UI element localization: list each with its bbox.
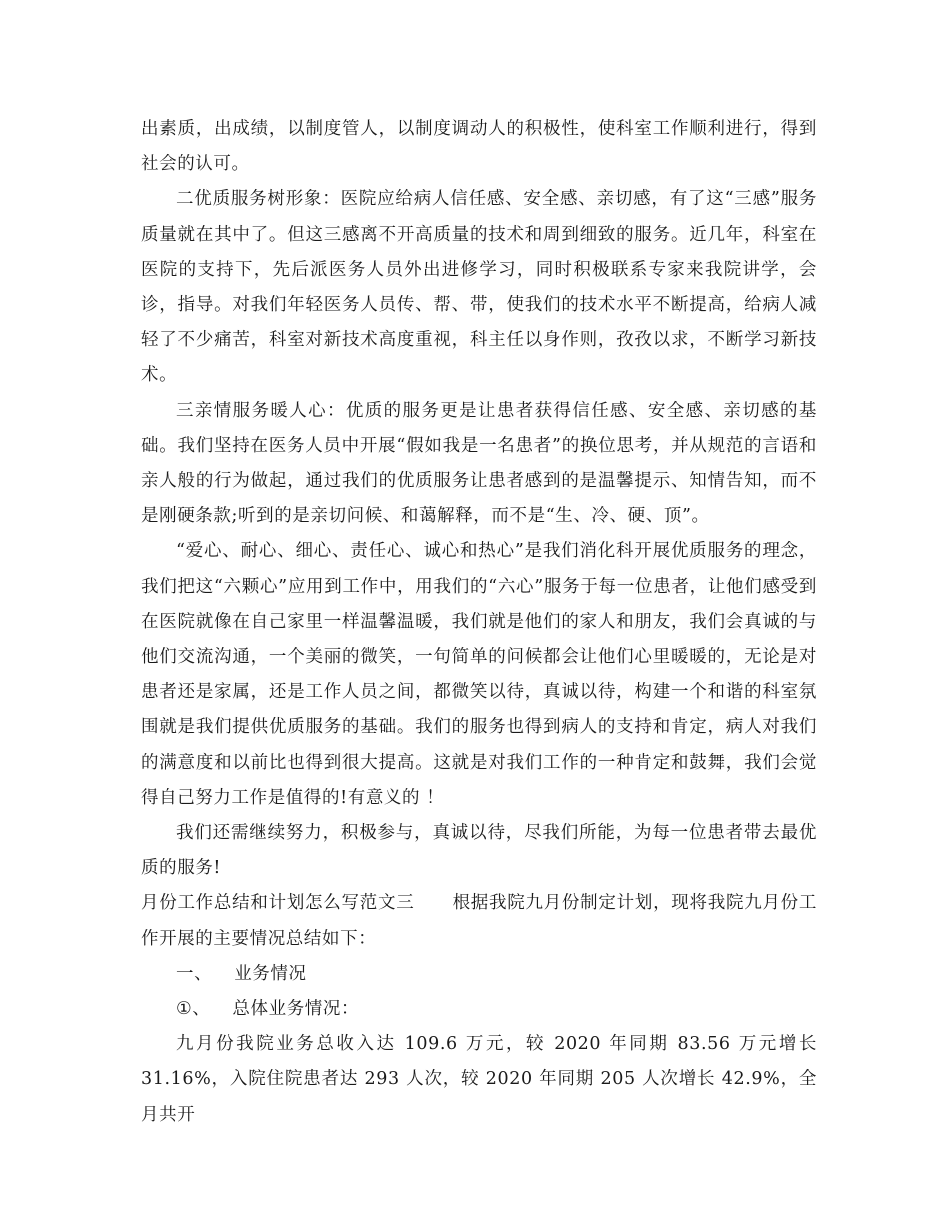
- list-item-label: 总体业务情况：: [232, 999, 360, 1020]
- list-marker: 一、: [176, 963, 213, 984]
- paragraph-continuation: 出素质，出成绩，以制度管人，以制度调动人的积极性，使科室工作顺利进行，得到社会的认可。: [141, 119, 817, 175]
- paragraph-six-hearts: “爱心、耐心、细心、责任心、诚心和热心”是我们消化科开展优质服务的理念，我们把这“六颗心”应用到工作中，用我们的“六心”服务于每一位患者，让他们感受到在医院就像在自己家里一样温馨温暖，我们就是他们的家人和朋友，我们会真诚的与他们交流沟通，一个美丽的微笑，一句简单的问候都会让他们心里暖暖的，无论是对患者还是家属，还是工作人员之间，都微笑以待，真诚以待，构建一个和谐的科室氛围就是我们提供优质服务的基础。我们的服务也得到病人的支持和肯定，病人对我们的满意度和以前比也得到很大提高。这就是对我们工作的一种肯定和鼓舞，我们会觉得自己努力工作是值得的!有意义的 ！: [141, 541, 817, 808]
- list-marker: ①、: [176, 999, 211, 1020]
- section-title: 月份工作总结和计划怎么写范文三: [141, 893, 415, 914]
- paragraph-quality-service: 二优质服务树形象：医院应给病人信任感、安全感、亲切感，有了这“三感”服务质量就在其中了。但这三感离不开高质量的技术和周到细致的服务。近几年，科室在医院的支持下，先后派医务人员外出进修学习，同时积极联系专家来我院讲学，会诊，指导。对我们年轻医务人员传、帮、带，使我们的技术水平不断提高，给病人减轻了不少痛苦，科室对新技术高度重视，科主任以身作则，孜孜以求，不断学习新技术。: [141, 189, 817, 386]
- section-intro: 根据我院九月份制定计划，现将我院九月份工作开展的主要情况总结如下：: [141, 893, 818, 949]
- paragraph-statistics: 九月份我院业务总收入达 109.6 万元，较 2020 年同期 83.56 万元增长 31.16%，入院住院患者达 293 人次，较 2020 年同期 205 人次增长 42.9%，全月共开: [141, 1034, 817, 1125]
- paragraph-family-service: 三亲情服务暖人心：优质的服务更是让患者获得信任感、安全感、亲切感的基础。我们坚持在医务人员中开展“假如我是一名患者”的换位思考，并从规范的言语和亲人般的行为做起，通过我们的优质服务让患者感到的是温馨提示、知情告知，而不是刚硬条款;听到的是亲切问候、和蔼解释，而不是“生、冷、硬、顶”。: [141, 400, 817, 527]
- section-heading-paragraph: [141, 886, 817, 956]
- document-page: [141, 112, 817, 1133]
- list-item-label: 业务情况: [234, 963, 307, 984]
- paragraph-continue-effort: 我们还需继续努力，积极参与，真诚以待，尽我们所能，为每一位患者带去最优质的服务!: [141, 823, 817, 879]
- list-item-overall: [141, 992, 817, 1027]
- list-item-business: [141, 957, 817, 992]
